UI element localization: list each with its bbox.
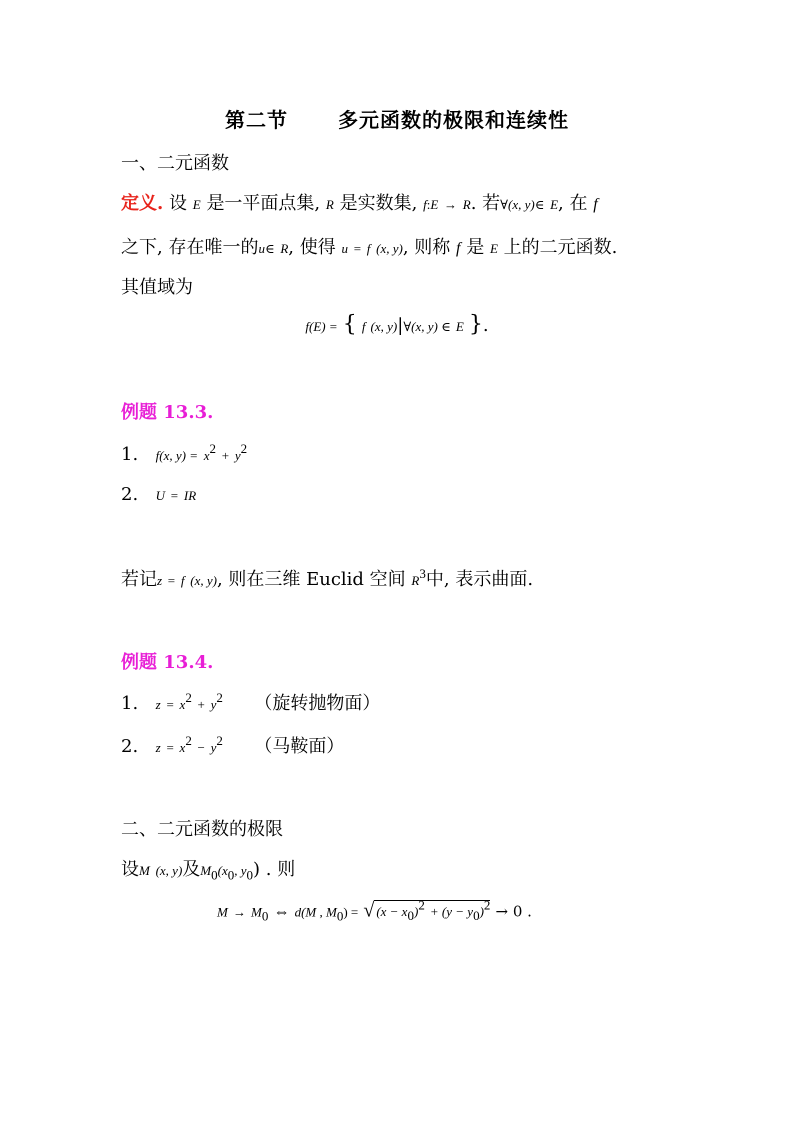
paraboloid-note: （旋转抛物面） xyxy=(254,693,381,714)
title-section-number: 第二节 xyxy=(225,108,289,132)
sqrt-icon: √ xyxy=(363,899,375,922)
definition-line-2: 之下, 存在唯一的u∈ R, 使得 u = f (x, y), 则称 f 是 E 上的二元函数. xyxy=(121,237,618,258)
definition-line-1: 定义. 设 E 是一平面点集, R 是实数集, f:E → R. 若∀(x, y)∈ E, 在 f xyxy=(121,193,598,214)
section-heading-binary-function: 一、二元函数 xyxy=(121,153,229,174)
definition-line-3: 其值域为 xyxy=(121,277,193,298)
limit-distance-formula: $M \to M_0$ ⇔ d(M , $M_0$) = √ $(x - x_0)^2 + (y - y_0)^2 \to 0$ . xyxy=(217,898,532,924)
title-section-name: 多元函数的极限和连续性 xyxy=(337,108,569,132)
section-heading-limit: 二、二元函数的极限 xyxy=(121,819,283,840)
saddle-note: （马鞍面） xyxy=(254,736,345,757)
definition-label: 定义. xyxy=(121,193,164,214)
example-13-4-item-2: 2. $z = x^2 - y^2$ （马鞍面） xyxy=(121,733,345,757)
example-13-3-label: 例题 13.3. xyxy=(121,402,214,423)
limit-setup-line: 设M (x, y)及$M_0(x_0$, $y_0$) . 则 xyxy=(121,859,296,883)
page-title xyxy=(0,104,794,133)
example-13-4-item-1: 1. $z = x^2 + y^2$ （旋转抛物面） xyxy=(121,690,381,714)
surface-statement: 若记z = f (x, y), 则在三维 Euclid 空间 $R^3$中, 表示曲面. xyxy=(121,566,534,590)
example-13-3-item-2: 2. U = IR xyxy=(121,484,197,505)
example-13-4-label: 例题 13.4. xyxy=(121,652,214,673)
sqrt-radicand: $(x - x_0)^2 + (y - y_0)^2$ xyxy=(376,898,491,924)
example-13-3-item-1: 1. f(x, $y) = x^2 + y^2$ xyxy=(121,441,248,465)
range-formula: f(E) = { f (x, y)|∀(x, y) ∈ E }. xyxy=(305,312,489,337)
